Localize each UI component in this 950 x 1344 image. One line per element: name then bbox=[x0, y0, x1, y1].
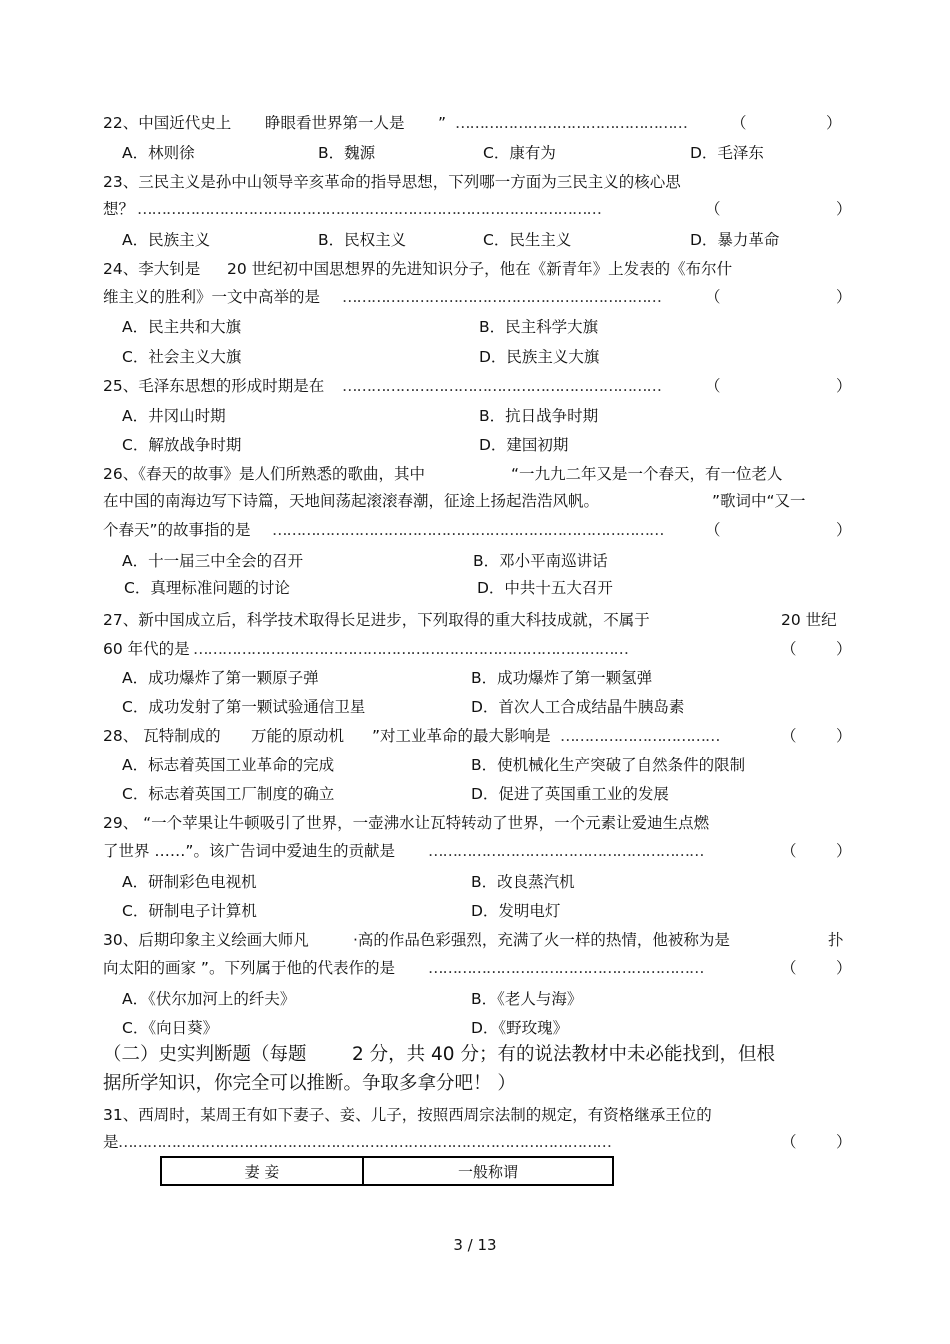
q26-paren-right: ） bbox=[836, 521, 852, 539]
q24-line1-a: 24、李大钊是 bbox=[103, 260, 201, 278]
q26-line3: 个春天”的故事指的是 bbox=[103, 521, 251, 539]
q24-option-b[interactable]: B．民主科学大旗 bbox=[479, 318, 599, 336]
q30-line1-a: 30、后期印象主义绘画大师凡 bbox=[103, 931, 309, 949]
q29-option-b[interactable]: B．改良蒸汽机 bbox=[471, 873, 575, 891]
q28-text-a: 28、 瓦特制成的 bbox=[103, 727, 221, 745]
table-header-common-title: 一般称谓 bbox=[363, 1157, 613, 1185]
q26-line1-b: “一九九二年又是一个春天，有一位老人 bbox=[511, 465, 783, 483]
q25-paren-right: ） bbox=[836, 377, 852, 395]
q30-option-c[interactable]: C．《向日葵》 bbox=[122, 1019, 219, 1037]
q25-option-d[interactable]: D．建国初期 bbox=[479, 436, 569, 454]
q28-option-b[interactable]: B．使机械化生产突破了自然条件的限制 bbox=[471, 756, 746, 774]
q26-paren-left: （ bbox=[705, 521, 721, 539]
q28-text-b: 万能的原动机 bbox=[251, 727, 345, 745]
q23-option-b[interactable]: B．民权主义 bbox=[318, 231, 407, 249]
q26-option-d[interactable]: D．中共十五大召开 bbox=[477, 579, 613, 597]
q30-dots: ………………………………………………… bbox=[428, 959, 704, 977]
q30-paren-right: ） bbox=[836, 959, 852, 977]
q22-option-b[interactable]: B．魏源 bbox=[318, 144, 376, 162]
q25-paren-left: （ bbox=[705, 377, 721, 395]
q30-line1-c: 扑 bbox=[828, 931, 844, 949]
q26-line2-b: ”歌词中“又一 bbox=[712, 492, 806, 510]
q26-option-b[interactable]: B．邓小平南巡讲话 bbox=[473, 552, 608, 570]
q29-line1: 29、 “一个苹果让牛顿吸引了世界，一壶沸水让瓦特转动了世界，一个元素让爱迪生点燃 bbox=[103, 814, 710, 832]
section-2-line1-a: （二）史实判断题（每题 bbox=[103, 1044, 307, 1065]
q29-dots: ………………………………………………… bbox=[428, 842, 704, 860]
q22-option-c[interactable]: C．康有为 bbox=[483, 144, 556, 162]
q22-text-c: ” bbox=[438, 114, 447, 132]
q22-paren-left: （ bbox=[731, 114, 747, 132]
q27-line1-a: 27、新中国成立后，科学技术取得长足进步，下列取得的重大科技成就，不属于 bbox=[103, 611, 650, 629]
q24-dots: ………………………………………………………… bbox=[342, 288, 661, 306]
q22-text-a: 22、中国近代史上 bbox=[103, 114, 232, 132]
q28-paren-right: ） bbox=[836, 727, 852, 745]
q23-option-d[interactable]: D．暴力革命 bbox=[690, 231, 780, 249]
q24-line2: 维主义的胜利》一文中高举的是 bbox=[103, 288, 321, 306]
q24-paren-right: ） bbox=[836, 288, 852, 306]
q22-text-b: 睁眼看世界第一人是 bbox=[265, 114, 405, 132]
table-header-wife-concubine: 妻 妾 bbox=[161, 1157, 363, 1185]
q29-paren-right: ） bbox=[836, 842, 852, 860]
q25-option-a[interactable]: A．井冈山时期 bbox=[122, 407, 226, 425]
q22-dots: ………………………………………… bbox=[455, 114, 687, 132]
q27-option-c[interactable]: C．成功发射了第一颗试验通信卫星 bbox=[122, 698, 366, 716]
q28-text-c: ”对工业革命的最大影响是 bbox=[372, 727, 551, 745]
q27-line1-b: 20 世纪 bbox=[781, 611, 837, 629]
q27-option-d[interactable]: D．首次人工合成结晶牛胰岛素 bbox=[471, 698, 685, 716]
q30-option-d[interactable]: D．《野玫瑰》 bbox=[471, 1019, 569, 1037]
q24-option-c[interactable]: C．社会主义大旗 bbox=[122, 348, 242, 366]
q29-option-a[interactable]: A．研制彩色电视机 bbox=[122, 873, 257, 891]
q24-option-a[interactable]: A．民主共和大旗 bbox=[122, 318, 242, 336]
q23-dots: …………………………………………………………………………………… bbox=[137, 200, 601, 218]
q26-line1-a: 26、《春天的故事》是人们所熟悉的歌曲，其中 bbox=[103, 465, 425, 483]
q27-paren-right: ） bbox=[836, 640, 852, 658]
q23-option-c[interactable]: C．民生主义 bbox=[483, 231, 572, 249]
q25-line1: 25、毛泽东思想的形成时期是在 bbox=[103, 377, 325, 395]
q23-paren-left: （ bbox=[705, 200, 721, 218]
q31-paren-right: ） bbox=[836, 1133, 852, 1151]
q25-option-c[interactable]: C．解放战争时期 bbox=[122, 436, 242, 454]
q23-option-a[interactable]: A．民族主义 bbox=[122, 231, 211, 249]
q31-paren-left: （ bbox=[781, 1133, 797, 1151]
q27-line2: 60 年代的是 bbox=[103, 640, 190, 658]
q26-option-a[interactable]: A．十一届三中全会的召开 bbox=[122, 552, 304, 570]
q28-option-a[interactable]: A．标志着英国工业革命的完成 bbox=[122, 756, 335, 774]
q24-option-d[interactable]: D．民族主义大旗 bbox=[479, 348, 600, 366]
q29-option-d[interactable]: D．发明电灯 bbox=[471, 902, 561, 920]
q29-paren-left: （ bbox=[781, 842, 797, 860]
q28-option-c[interactable]: C．标志着英国工厂制度的确立 bbox=[122, 785, 335, 803]
q30-option-b[interactable]: B．《老人与海》 bbox=[471, 990, 583, 1008]
q23-paren-right: ） bbox=[836, 200, 852, 218]
table-row bbox=[161, 1157, 613, 1185]
q22-option-d[interactable]: D．毛泽东 bbox=[690, 144, 764, 162]
q25-dots: ………………………………………………………… bbox=[342, 377, 661, 395]
q24-paren-left: （ bbox=[705, 288, 721, 306]
q31-table bbox=[160, 1156, 614, 1186]
q27-dots: ……………………………………………………………………………… bbox=[193, 640, 628, 658]
q22-option-a[interactable]: A．林则徐 bbox=[122, 144, 195, 162]
q23-line1: 23、三民主义是孙中山领导辛亥革命的指导思想，下列哪一方面为三民主义的核心思 bbox=[103, 173, 681, 191]
q26-option-c[interactable]: C．真理标准问题的讨论 bbox=[124, 579, 290, 597]
q26-line2-a: 在中国的南海边写下诗篇，天地间荡起滚滚春潮，征途上扬起浩浩风帆。 bbox=[103, 492, 600, 510]
q23-line2: 想？ bbox=[103, 200, 135, 218]
q22-paren-right: ） bbox=[826, 114, 842, 132]
q27-option-b[interactable]: B．成功爆炸了第一颗氢弹 bbox=[471, 669, 653, 687]
q27-paren-left: （ bbox=[781, 640, 797, 658]
section-2-line1-b: 2 分，共 40 分；有的说法教材中未必能找到，但根 bbox=[352, 1044, 775, 1065]
q24-line1-b: 20 世纪初中国思想界的先进知识分子，他在《新青年》上发表的《布尔什 bbox=[227, 260, 733, 278]
q28-dots: …………………………… bbox=[560, 727, 720, 745]
q31-line1: 31、西周时，某周王有如下妻子、妾、儿子，按照西周宗法制的规定，有资格继承王位的 bbox=[103, 1106, 712, 1124]
q28-paren-left: （ bbox=[781, 727, 797, 745]
q28-option-d[interactable]: D．促进了英国重工业的发展 bbox=[471, 785, 669, 803]
section-2-line2: 据所学知识，你完全可以推断。争取多拿分吧！ ） bbox=[103, 1073, 516, 1094]
q25-option-b[interactable]: B．抗日战争时期 bbox=[479, 407, 599, 425]
q26-dots: ……………………………………………………………………… bbox=[272, 521, 664, 539]
q30-paren-left: （ bbox=[781, 959, 797, 977]
q30-line2: 向太阳的画家 ”。下列属于他的代表作的是 bbox=[103, 959, 395, 977]
q31-line2: 是 bbox=[103, 1133, 119, 1151]
q27-option-a[interactable]: A．成功爆炸了第一颗原子弹 bbox=[122, 669, 319, 687]
q30-option-a[interactable]: A．《伏尔加河上的纤夫》 bbox=[122, 990, 296, 1008]
q30-line1-b: ·高的作品色彩强烈，充满了火一样的热情，他被称为是 bbox=[353, 931, 730, 949]
page-number: 3 / 13 bbox=[453, 1236, 497, 1254]
q29-option-c[interactable]: C．研制电子计算机 bbox=[122, 902, 257, 920]
q31-dots: ………………………………………………………………………………………… bbox=[118, 1133, 611, 1151]
q29-line2: 了世界 ……”。该广告词中爱迪生的贡献是 bbox=[103, 842, 395, 860]
